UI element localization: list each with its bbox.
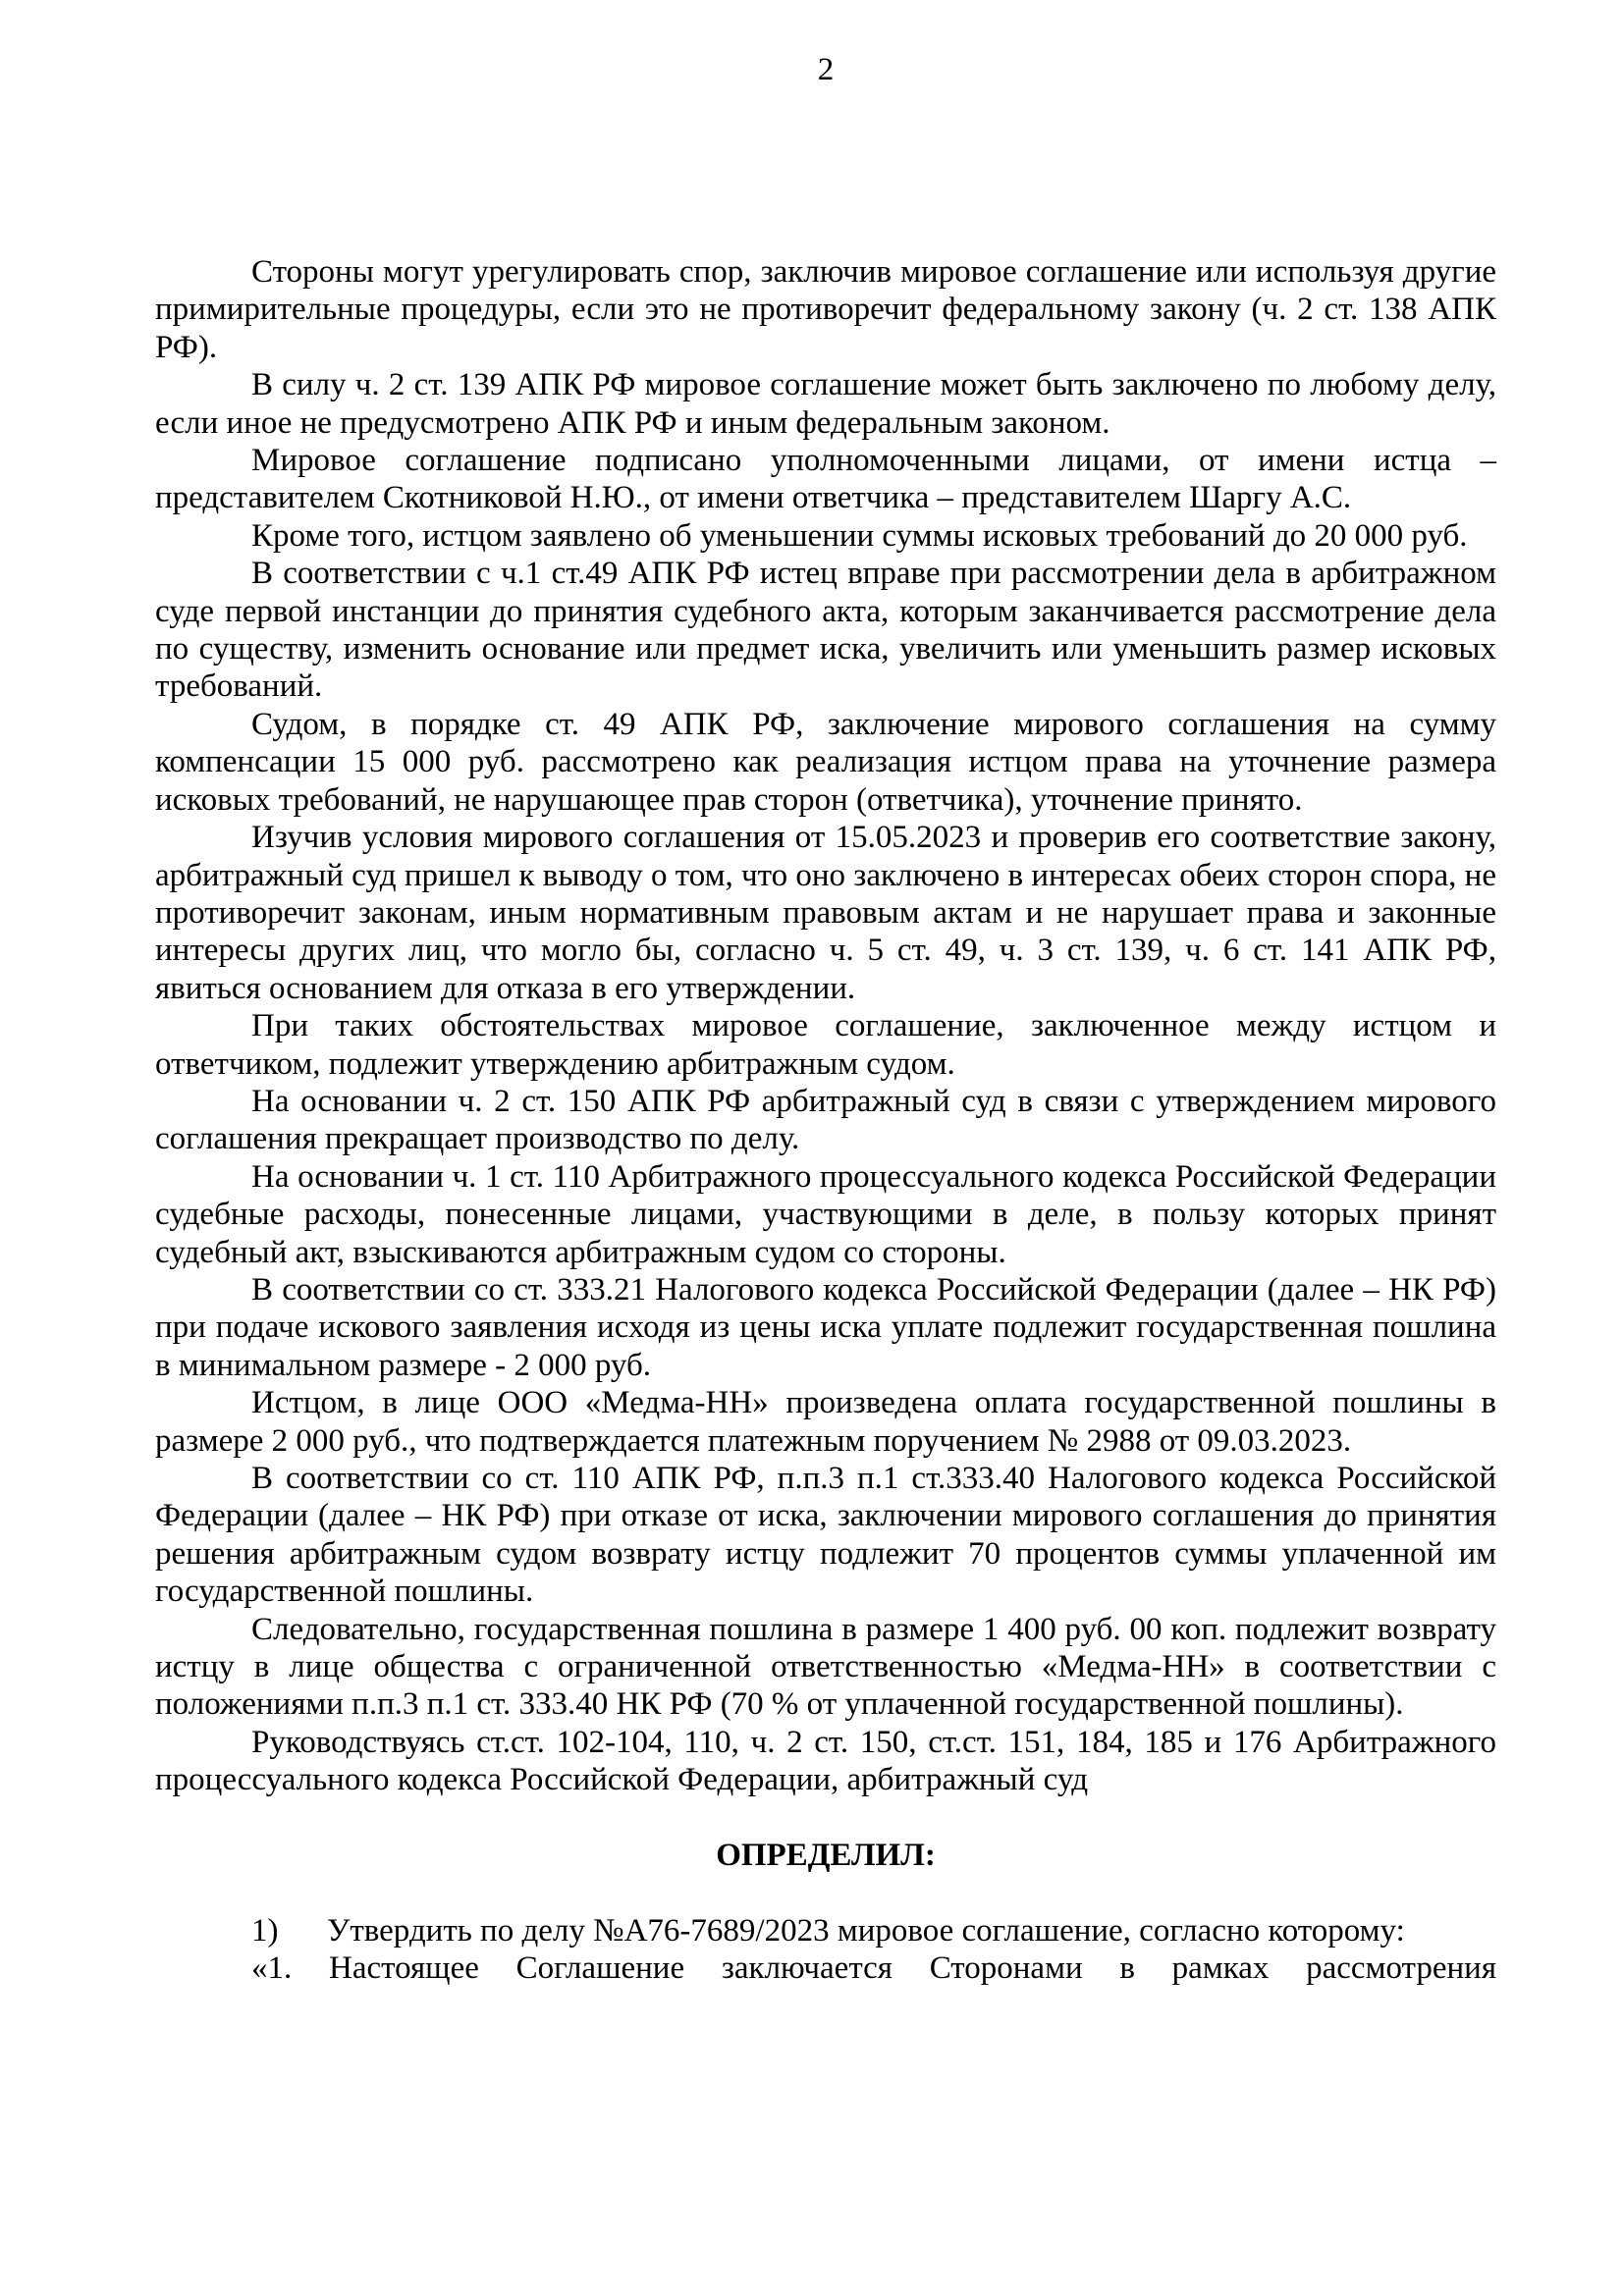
body-paragraph: На основании ч. 1 ст. 110 Арбитражного процессуального кодекса Российской Федерации судебные расходы, понесенные лицами, участвующими в деле, в пользу которых принят судебный акт, взыскиваются арбитражным судом со стороны. <box>155 1158 1496 1270</box>
body-paragraph: Судом, в порядке ст. 49 АПК РФ, заключение мирового соглашения на сумму компенсации 15 000 руб. рассмотрено как реализация истцом права на уточнение размера исковых требований, не нарушающее прав сторон (ответчика), уточнение принято. <box>155 706 1496 818</box>
body-paragraph: При таких обстоятельствах мировое соглашение, заключенное между истцом и ответчиком, подлежит утверждению арбитражным судом. <box>155 1008 1496 1082</box>
body-paragraph: Истцом, в лице ООО «Медма-НН» произведена оплата государственной пошлины в размере 2 000 руб., что подтверждается платежным поручением № 2988 от 09.03.2023. <box>155 1385 1496 1459</box>
body-paragraph: Кроме того, истцом заявлено об уменьшении суммы исковых требований до 20 000 руб. <box>251 517 1468 554</box>
body-paragraph: В соответствии с ч.1 ст.49 АПК РФ истец вправе при рассмотрении дела в арбитражном суде первой инстанции до принятия судебного акта, которым заканчивается рассмотрение дела по существу, изменить основание или предмет иска, увеличить или уменьшить размер исковых требований. <box>155 556 1496 705</box>
body-paragraph: Изучив условия мирового соглашения от 15.05.2023 и проверив его соответствие закону, арбитражный суд пришел к выводу о том, что оно заключено в интересах обеих сторон спора, не противоречит законам, иным нормативным правовым актам и не нарушает права и законные интересы других лиц, что могло бы, согласно ч. 5 ст. 49, ч. 3 ст. 139, ч. 6 ст. 141 АПК РФ, явиться основанием для отказа в его утверждении. <box>155 820 1496 1006</box>
document-body <box>155 253 1496 1988</box>
body-paragraph: Следовательно, государственная пошлина в размере 1 400 руб. 00 коп. подлежит возврату истцу в лице общества с ограниченной ответственностью «Медма-НН» в соответствии с положениями п.п.3 п.1 ст. 333.40 НК РФ (70 % от уплаченной государственной пошлины). <box>155 1611 1496 1723</box>
body-paragraph: В соответствии со ст. 110 АПК РФ, п.п.3 п.1 ст.333.40 Налогового кодекса Российской Федерации (далее – НК РФ) при отказе от иска, заключении мирового соглашения до принятия решения арбитражным судом возврату истцу подлежит 70 процентов суммы уплаченной им государственной пошлины. <box>155 1461 1496 1610</box>
body-paragraph: В силу ч. 2 ст. 139 АПК РФ мировое соглашение может быть заключено по любому делу, если иное не предусмотрено АПК РФ и иным федеральным законом. <box>155 367 1496 441</box>
body-paragraph: На основании ч. 2 ст. 150 АПК РФ арбитражный суд в связи с утверждением мирового соглашения прекращает производство по делу. <box>155 1083 1496 1157</box>
body-paragraph: Стороны могут урегулировать спор, заключив мировое соглашение или используя другие примирительные процедуры, если это не противоречит федеральному закону (ч. 2 ст. 138 АПК РФ). <box>155 254 1496 365</box>
body-paragraph: В соответствии со ст. 333.21 Налогового кодекса Российской Федерации (далее – НК РФ) при подаче искового заявления исходя из цены иска уплате подлежит государственная пошлина в минимальном размере - 2 000 руб. <box>155 1271 1496 1383</box>
page-number: 2 <box>817 52 835 87</box>
resolution-heading: ОПРЕДЕЛИЛ: <box>716 1838 936 1874</box>
body-paragraph: Мировое соглашение подписано уполномоченными лицами, от имени истца – представителем Скотниковой Н.Ю., от имени ответчика – представителем Шаргу А.С. <box>155 443 1496 516</box>
resolution-item: 1) Утвердить по делу №А76-7689/2023 мировое соглашение, согласно которому: <box>251 1912 1405 1949</box>
body-paragraph: Руководствуясь ст.ст. 102-104, 110, ч. 2 ст. 150, ст.ст. 151, 184, 185 и 176 Арбитражного процессуального кодекса Российской Федерации, арбитражный суд <box>155 1724 1496 1798</box>
resolution-item: «1. Настоящее Соглашение заключается Сторонами в рамках рассмотрения <box>251 1950 1496 1987</box>
